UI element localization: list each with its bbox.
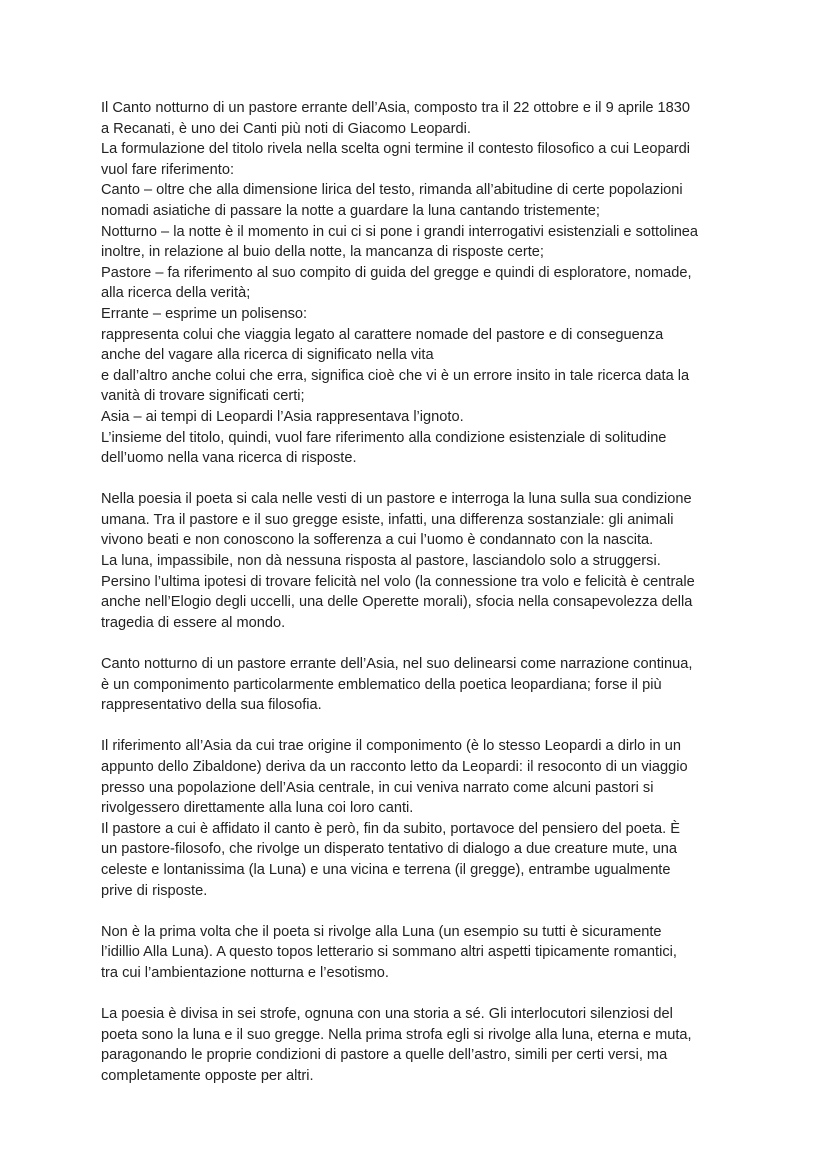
paragraph-emblematic (101, 654, 741, 716)
text-line: Canto notturno di un pastore errante dell’Asia, nel suo delinearsi come narrazione continua, (101, 656, 693, 673)
text-line: poeta sono la luna e il suo gregge. Nella prima strofa egli si rivolge alla luna, eterna e muta, (101, 1026, 692, 1043)
text-line: Non è la prima volta che il poeta si rivolge alla Luna (un esempio su tutti è sicuramente (101, 923, 662, 940)
text-line: anche nell’Elogio degli uccelli, una delle Operette morali), sfocia nella consapevolezza della (101, 594, 693, 611)
text-line: Il riferimento all’Asia da cui trae origine il componimento (è lo stesso Leopardi a dirlo in un (101, 738, 681, 755)
text-line: umana. Tra il pastore e il suo gregge esiste, infatti, una differenza sostanziale: gli animali (101, 511, 674, 528)
document-page (101, 98, 741, 1107)
text-line: anche del vagare alla ricerca di significato nella vita (101, 347, 434, 364)
paragraph-poem-summary (101, 489, 741, 633)
paragraph-title-analysis (101, 98, 741, 469)
text-line: tra cui l’ambientazione notturna e l’esotismo. (101, 964, 389, 981)
text-line: nomadi asiatiche di passare la notte a guardare la luna cantando tristemente; (101, 202, 600, 219)
text-line: rivolgessero direttamente alla luna coi loro canti. (101, 800, 414, 817)
text-line: Pastore – fa riferimento al suo compito di guida del gregge e quindi di esploratore, nomade, (101, 264, 692, 281)
text-line: paragonando le proprie condizioni di pastore a quelle dell’astro, simili per certi versi, ma (101, 1047, 668, 1064)
text-line: Notturno – la notte è il momento in cui ci si pone i grandi interrogativi esistenziali e sottolinea (101, 223, 699, 240)
text-line: e dall’altro anche colui che erra, significa cioè che vi è un errore insito in tale ricerca data la (101, 367, 690, 384)
paragraph-structure (101, 1004, 741, 1086)
text-line: celeste e lontanissima (la Luna) e una vicina e terrena (il gregge), entrambe ugualmente (101, 861, 671, 878)
text-line: completamente opposte per altri. (101, 1067, 314, 1084)
text-line: Errante – esprime un polisenso: (101, 305, 308, 322)
text-line: La formulazione del titolo rivela nella scelta ogni termine il contesto filosofico a cui Leopardi (101, 141, 690, 158)
text-line: rappresentativo della sua filosofia. (101, 697, 322, 714)
text-line: l’idillio Alla Luna). A questo topos letterario si sommano altri aspetti tipicamente romantici, (101, 944, 677, 961)
text-line: vanità di trovare significati certi; (101, 388, 305, 405)
text-line: L’insieme del titolo, quindi, vuol fare riferimento alla condizione esistenziale di solitudine (101, 429, 667, 446)
text-line: inoltre, in relazione al buio della notte, la mancanza di risposte certe; (101, 244, 544, 261)
text-line: rappresenta colui che viaggia legato al carattere nomade del pastore e di conseguenza (101, 326, 664, 343)
text-line: prive di risposte. (101, 882, 208, 899)
text-line: Persino l’ultima ipotesi di trovare felicità nel volo (la connessione tra volo e felicità è centrale (101, 573, 695, 590)
text-line: La luna, impassibile, non dà nessuna risposta al pastore, lasciandolo solo a struggersi. (101, 553, 661, 570)
paragraph-origin (101, 736, 741, 901)
text-line: vivono beati e non conoscono la sofferenza a cui l’uomo è condannato con la nascita. (101, 532, 654, 549)
text-line: alla ricerca della verità; (101, 285, 251, 302)
text-line: Il pastore a cui è affidato il canto è però, fin da subito, portavoce del pensiero del poeta. È (101, 820, 680, 837)
text-line: vuol fare riferimento: (101, 161, 235, 178)
text-line: La poesia è divisa in sei strofe, ognuna con una storia a sé. Gli interlocutori silenziosi del (101, 1006, 673, 1023)
text-line: dell’uomo nella vana ricerca di risposte. (101, 450, 357, 467)
text-line: Il Canto notturno di un pastore errante dell’Asia, composto tra il 22 ottobre e il 9 aprile 1830 (101, 100, 690, 116)
text-line: a Recanati, è uno dei Canti più noti di Giacomo Leopardi. (101, 120, 471, 137)
text-line: appunto dello Zibaldone) deriva da un racconto letto da Leopardi: il resoconto di un viaggio (101, 759, 688, 775)
text-line: tragedia di essere al mondo. (101, 614, 286, 631)
text-line: presso una popolazione dell’Asia centrale, in cui veniva narrato come alcuni pastori si (101, 779, 654, 796)
text-line: Asia – ai tempi di Leopardi l’Asia rappresentava l’ignoto. (101, 408, 464, 425)
text-line: un pastore-filosofo, che rivolge un disperato tentativo di dialogo a due creature mute, una (101, 841, 678, 858)
paragraph-moon-topos (101, 922, 741, 984)
text-line: Nella poesia il poeta si cala nelle vesti di un pastore e interroga la luna sulla sua condizione (101, 491, 692, 508)
text-line: Canto – oltre che alla dimensione lirica del testo, rimanda all’abitudine di certe popolazioni (101, 182, 683, 199)
text-line: è un componimento particolarmente emblematico della poetica leopardiana; forse il più (101, 676, 662, 693)
